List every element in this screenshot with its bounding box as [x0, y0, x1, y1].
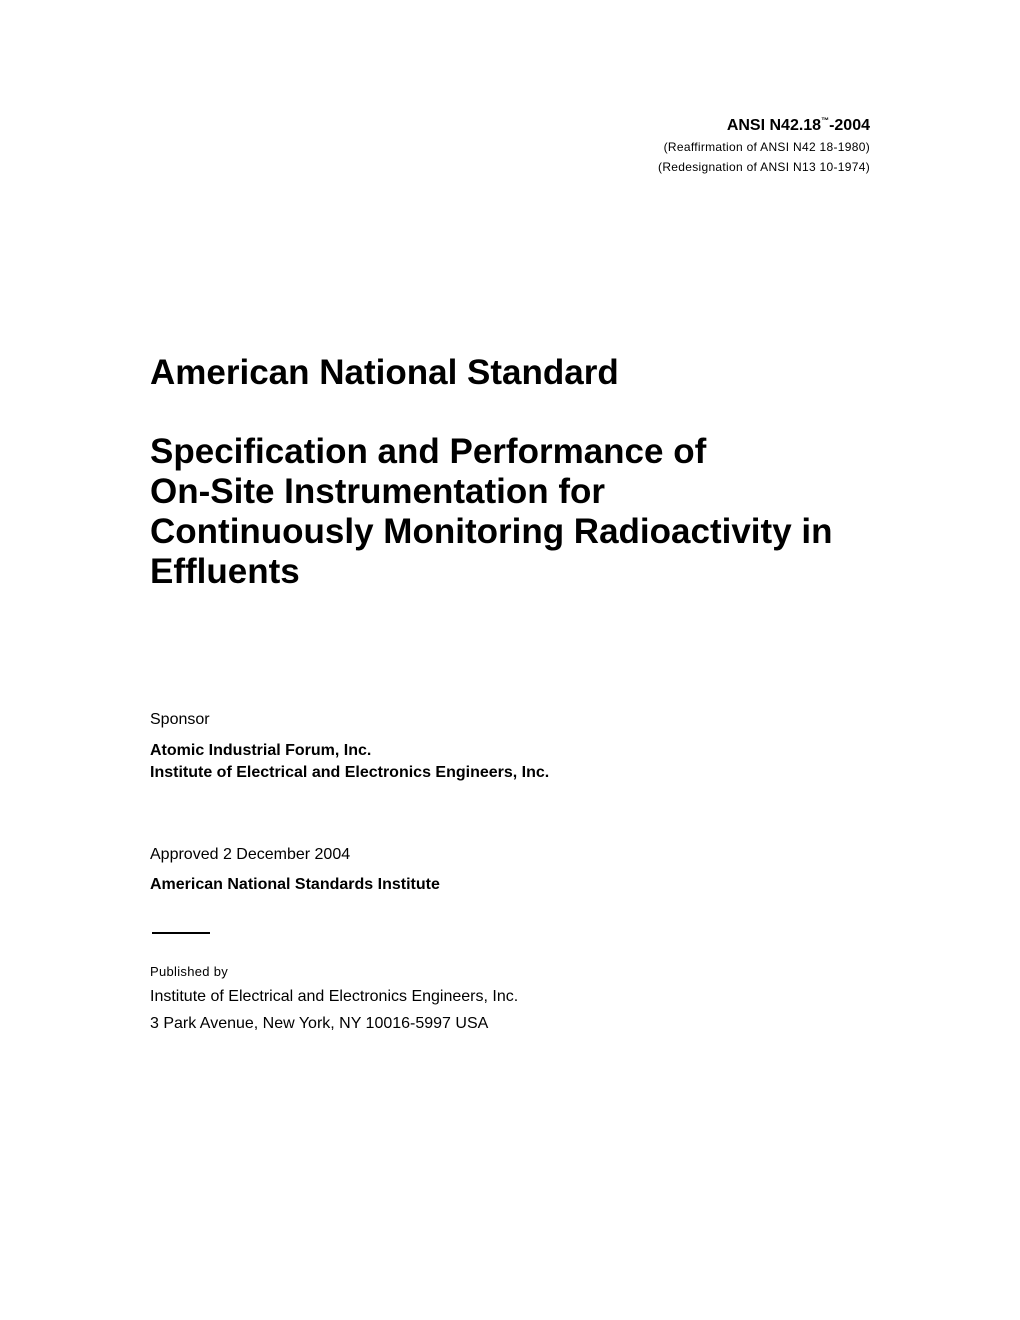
sponsor-label: Sponsor	[150, 711, 210, 728]
standard-number	[658, 115, 870, 137]
trademark-mark: ™	[821, 116, 830, 125]
publisher-label: Published by	[150, 964, 229, 979]
title-line: Effluents	[150, 552, 300, 591]
approving-body: American National Standards Institute	[150, 876, 440, 893]
reaffirmation-note: (Reaffirmation of ANSI N42 18-1980)	[663, 140, 870, 154]
approval-label: Approved 2 December 2004	[150, 846, 351, 863]
standard-prefix: ANSI N42.18	[726, 117, 822, 134]
sponsor-organization: Institute of Electrical and Electronics Engineers, Inc.	[150, 764, 550, 781]
title-line: Specification and Performance of	[150, 432, 707, 471]
title-line: Continuously Monitoring Radioactivity in	[150, 512, 833, 551]
standard-suffix: -2004	[829, 117, 870, 134]
publisher-name: Institute of Electrical and Electronics Engineers, Inc.	[150, 988, 519, 1005]
document-title	[150, 432, 832, 592]
title-line: On-Site Instrumentation for	[150, 472, 605, 511]
section-divider	[152, 932, 210, 934]
redesignation-note: (Redesignation of ANSI N13 10-1974)	[658, 160, 870, 174]
sponsor-organization: Atomic Industrial Forum, Inc.	[150, 742, 372, 759]
page-heading: American National Standard	[150, 353, 619, 392]
standard-designation-block	[658, 115, 870, 177]
publisher-address: 3 Park Avenue, New York, NY 10016-5997 USA	[150, 1015, 489, 1032]
